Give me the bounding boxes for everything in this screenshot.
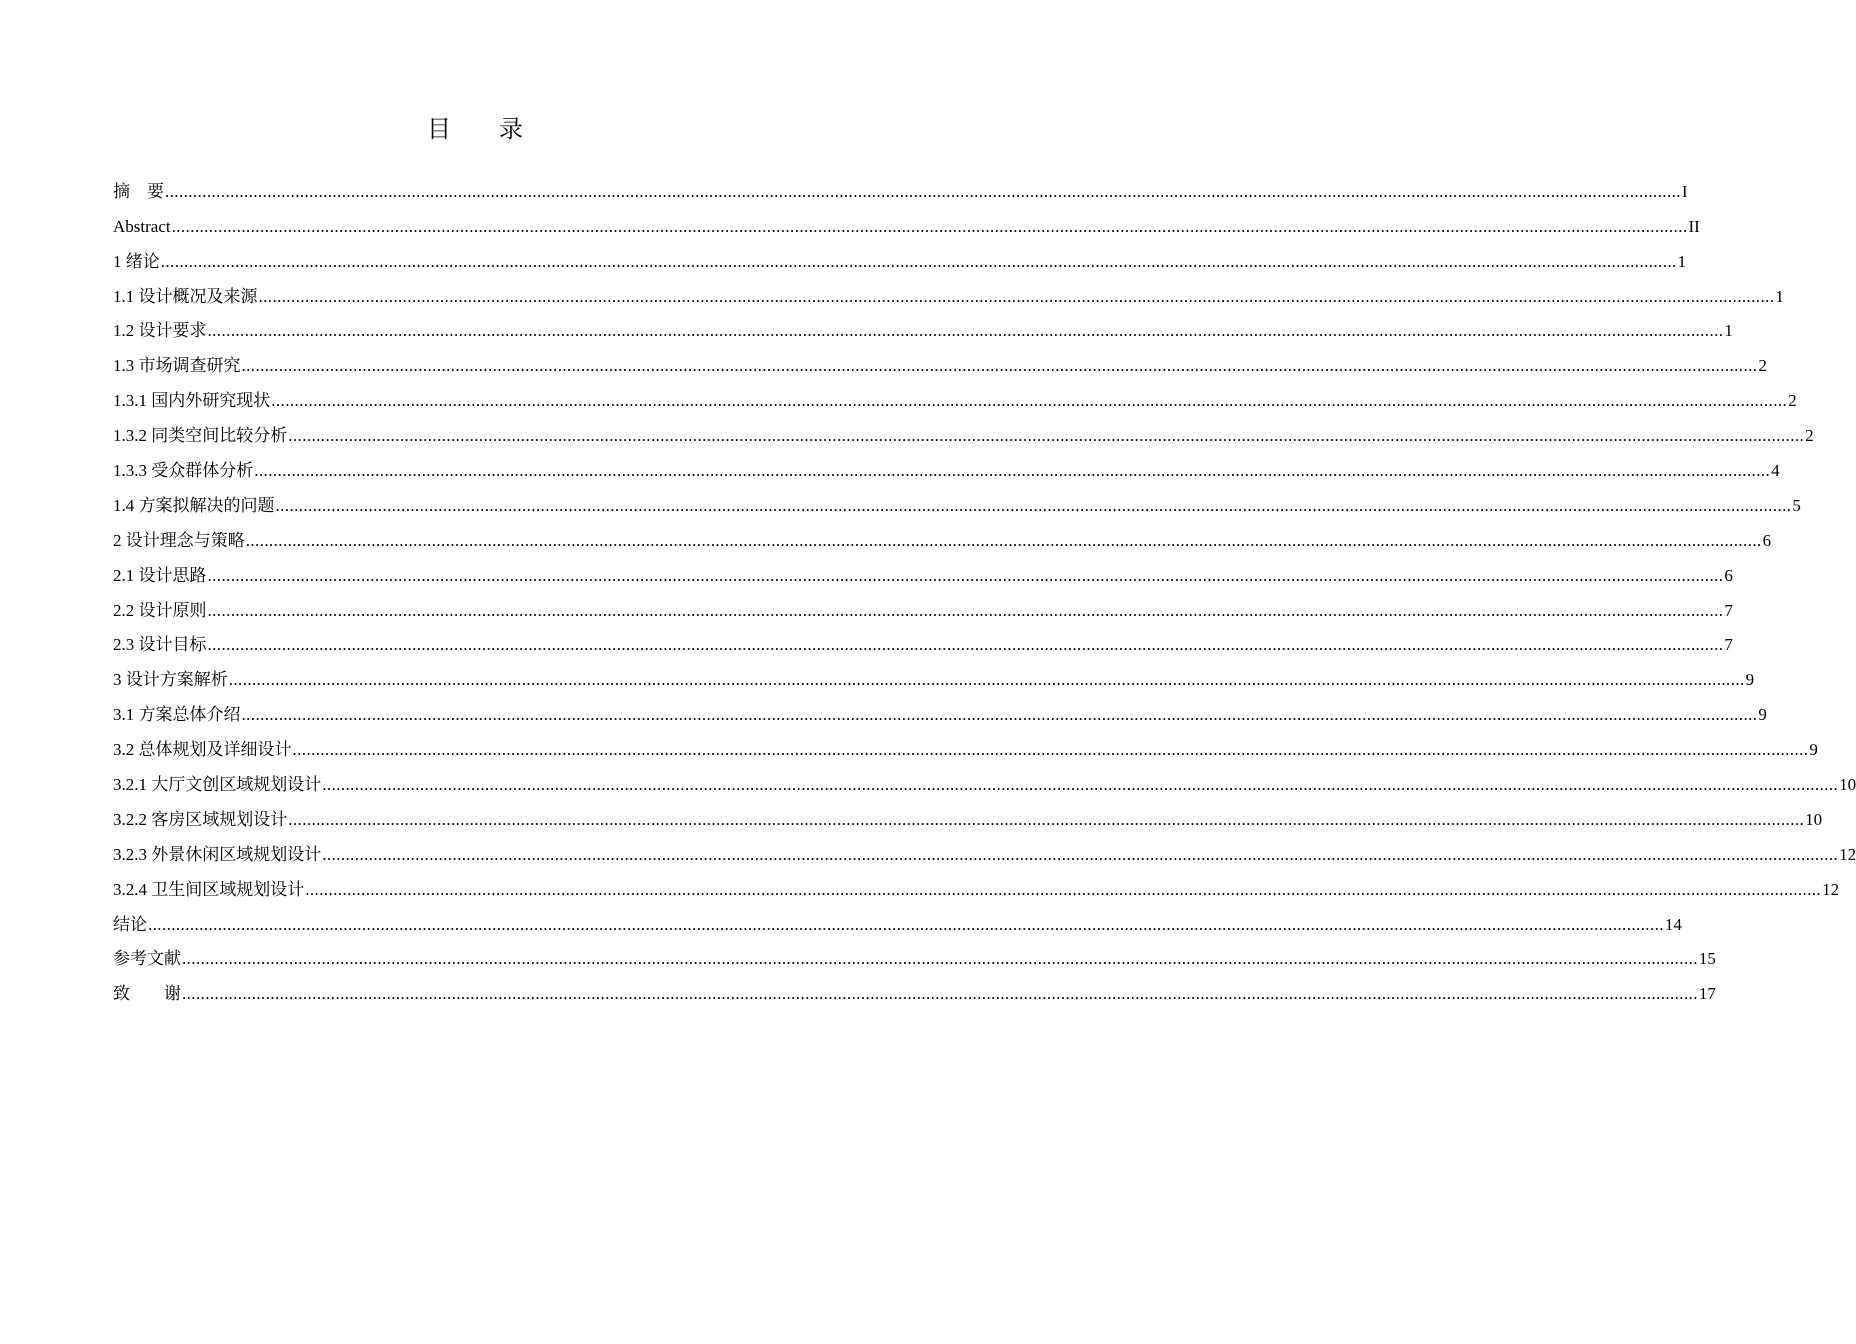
toc-leader-dots: ...................................................................................................................................................................................................................................................................................................................................... [165, 181, 1681, 201]
toc-list [113, 174, 1856, 1011]
toc-entry[interactable] [113, 453, 1780, 488]
toc-entry[interactable] [113, 558, 1733, 593]
toc-entry-label: 3.1 方案总体介绍 [113, 705, 241, 725]
toc-leader-dots: ...................................................................................................................................................................................................................................................................................................................................... [254, 461, 1771, 481]
toc-entry-page-number: 7 [1724, 635, 1733, 655]
toc-entry-page-number: 10 [1805, 809, 1823, 829]
toc-entry-label: 参考文献 [113, 949, 181, 969]
toc-entry-page-number: 2 [1805, 426, 1814, 446]
toc-leader-dots: ...................................................................................................................................................................................................................................................................................................................................... [322, 844, 1839, 864]
toc-entry-label: 1.4 方案拟解决的问题 [113, 495, 275, 515]
toc-entry-page-number: 2 [1788, 391, 1797, 411]
toc-entry-label: 3.2.3 外景休闲区域规划设计 [113, 844, 322, 864]
toc-entry-label: 2.3 设计目标 [113, 635, 207, 655]
toc-leader-dots: ...................................................................................................................................................................................................................................................................................................................................... [207, 565, 1724, 585]
toc-entry[interactable] [113, 488, 1801, 523]
toc-entry-page-number: 2 [1758, 356, 1767, 376]
toc-leader-dots: ...................................................................................................................................................................................................................................................................................................................................... [207, 321, 1724, 341]
toc-leader-dots: ...................................................................................................................................................................................................................................................................................................................................... [288, 426, 1805, 446]
toc-leader-dots: ...................................................................................................................................................................................................................................................................................................................................... [207, 600, 1724, 620]
toc-leader-dots: ...................................................................................................................................................................................................................................................................................................................................... [207, 635, 1724, 655]
toc-entry[interactable] [113, 418, 1814, 453]
toc-entry-label: 结论 [113, 914, 147, 934]
toc-entry-label: 1.3.3 受众群体分析 [113, 461, 254, 481]
toc-leader-dots: ...................................................................................................................................................................................................................................................................................................................................... [292, 740, 1809, 760]
toc-leader-dots: ...................................................................................................................................................................................................................................................................................................................................... [245, 530, 1762, 550]
toc-leader-dots: ...................................................................................................................................................................................................................................................................................................................................... [228, 670, 1745, 690]
toc-entry[interactable] [113, 976, 1716, 1011]
toc-entry[interactable] [113, 174, 1688, 209]
toc-title-char: 录 [499, 117, 523, 143]
toc-leader-dots: ...................................................................................................................................................................................................................................................................................................................................... [271, 391, 1788, 411]
toc-entry[interactable] [113, 732, 1818, 767]
toc-entry-page-number: 9 [1758, 705, 1767, 725]
toc-entry-page-number: II [1688, 216, 1700, 236]
toc-leader-dots: ...................................................................................................................................................................................................................................................................................................................................... [305, 879, 1822, 899]
toc-leader-dots: ...................................................................................................................................................................................................................................................................................................................................... [275, 495, 1792, 515]
toc-entry[interactable] [113, 209, 1700, 244]
toc-title-char: 目 [427, 117, 451, 143]
toc-entry-label: 3.2.2 客房区域规划设计 [113, 809, 288, 829]
toc-entry-label: 2.1 设计思路 [113, 565, 207, 585]
toc-entry-page-number: 1 [1724, 321, 1733, 341]
toc-entry-label: 1.2 设计要求 [113, 321, 207, 341]
toc-entry[interactable] [113, 348, 1767, 383]
toc-entry-label: 1 绪论 [113, 251, 160, 271]
toc-entry-page-number: 5 [1792, 495, 1801, 515]
toc-entry-page-number: 15 [1698, 949, 1716, 969]
toc-entry-label: 2.2 设计原则 [113, 600, 207, 620]
toc-entry-label: 致 谢 [113, 984, 181, 1004]
toc-entry-label: 1.3.2 同类空间比较分析 [113, 426, 288, 446]
toc-entry-label: Abstract [113, 216, 171, 236]
toc-leader-dots: ...................................................................................................................................................................................................................................................................................................................................... [148, 914, 1664, 934]
toc-entry-label: 1.3.1 国内外研究现状 [113, 391, 271, 411]
toc-entry[interactable] [113, 383, 1797, 418]
toc-entry-page-number: 7 [1724, 600, 1733, 620]
toc-leader-dots: ...................................................................................................................................................................................................................................................................................................................................... [182, 949, 1698, 969]
toc-entry-label: 1.1 设计概况及来源 [113, 286, 258, 306]
toc-entry[interactable] [113, 523, 1772, 558]
toc-entry[interactable] [113, 244, 1687, 279]
toc-entry[interactable] [113, 907, 1682, 942]
toc-entry-page-number: 6 [1724, 565, 1733, 585]
toc-leader-dots: ...................................................................................................................................................................................................................................................................................................................................... [171, 216, 1688, 236]
toc-entry-page-number: 10 [1839, 775, 1856, 795]
toc-leader-dots: ...................................................................................................................................................................................................................................................................................................................................... [241, 705, 1758, 725]
toc-entry-page-number: 14 [1664, 914, 1682, 934]
toc-entry-page-number: 4 [1771, 461, 1780, 481]
toc-entry-label: 2 设计理念与策略 [113, 530, 245, 550]
toc-leader-dots: ...................................................................................................................................................................................................................................................................................................................................... [241, 356, 1758, 376]
toc-entry-label: 3.2.1 大厅文创区域规划设计 [113, 775, 322, 795]
toc-entry[interactable] [113, 942, 1716, 977]
toc-entry[interactable] [113, 872, 1840, 907]
toc-entry-label: 3.2 总体规划及详细设计 [113, 740, 292, 760]
toc-leader-dots: ...................................................................................................................................................................................................................................................................................................................................... [182, 984, 1698, 1004]
toc-entry-page-number: I [1681, 181, 1688, 201]
toc-leader-dots: ...................................................................................................................................................................................................................................................................................................................................... [288, 809, 1805, 829]
toc-leader-dots: ...................................................................................................................................................................................................................................................................................................................................... [258, 286, 1775, 306]
toc-entry[interactable] [113, 802, 1823, 837]
toc-entry[interactable] [113, 697, 1767, 732]
toc-entry-page-number: 12 [1839, 844, 1856, 864]
toc-entry[interactable] [113, 279, 1784, 314]
toc-entry-label: 摘 要 [113, 181, 164, 201]
toc-entry-label: 1.3 市场调查研究 [113, 356, 241, 376]
toc-entry[interactable] [113, 662, 1755, 697]
toc-entry[interactable] [113, 628, 1733, 663]
toc-entry[interactable] [113, 837, 1856, 872]
toc-entry-page-number: 6 [1762, 530, 1772, 550]
toc-title [0, 112, 950, 148]
toc-entry-label: 3 设计方案解析 [113, 670, 228, 690]
toc-entry-page-number: 9 [1745, 670, 1755, 690]
toc-entry[interactable] [113, 593, 1733, 628]
toc-entry-page-number: 12 [1822, 879, 1840, 899]
toc-leader-dots: ...................................................................................................................................................................................................................................................................................................................................... [160, 251, 1677, 271]
toc-entry[interactable] [113, 767, 1856, 802]
toc-entry-page-number: 1 [1775, 286, 1784, 306]
toc-entry-page-number: 9 [1809, 740, 1818, 760]
toc-entry-page-number: 1 [1677, 251, 1687, 271]
toc-entry[interactable] [113, 314, 1733, 349]
toc-entry-page-number: 17 [1698, 984, 1716, 1004]
toc-entry-label: 3.2.4 卫生间区域规划设计 [113, 879, 305, 899]
toc-leader-dots: ...................................................................................................................................................................................................................................................................................................................................... [322, 775, 1839, 795]
